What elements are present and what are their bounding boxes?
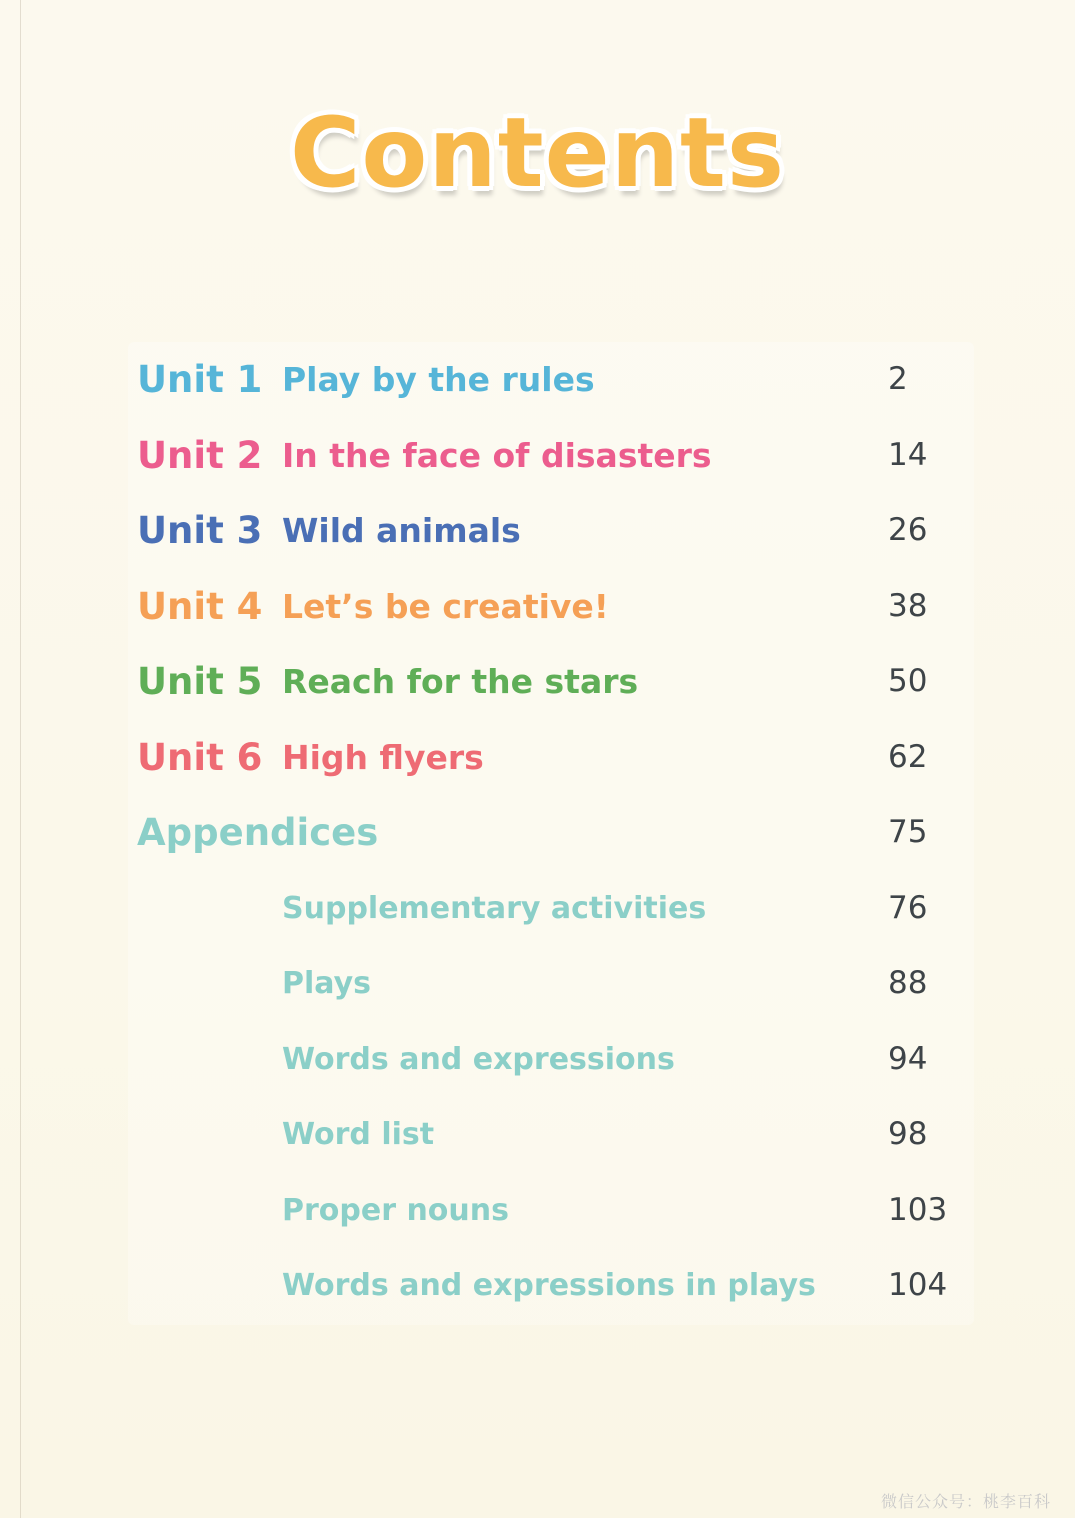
toc-row-unit-3[interactable] [0, 493, 1075, 569]
appendix-item-title: Supplementary activities [282, 890, 707, 926]
toc-row-unit-6[interactable] [0, 720, 1075, 796]
page-number: 103 [888, 1191, 948, 1228]
page-number: 94 [888, 1040, 928, 1077]
unit-label: Unit 3 [137, 509, 263, 552]
toc-row-appendix-item[interactable] [0, 946, 1075, 1022]
unit-title: High flyers [282, 737, 484, 777]
watermark: 微信公众号：桃李百科 [880, 1492, 1051, 1511]
page-number: 26 [888, 512, 928, 548]
unit-label: Unit 1 [137, 358, 263, 401]
page-number: 104 [888, 1267, 948, 1303]
unit-label: Unit 6 [137, 735, 263, 779]
appendices-label: Appendices [137, 811, 379, 854]
page-number: 76 [888, 889, 928, 926]
appendix-item-title: Words and expressions [282, 1041, 675, 1077]
toc-row-unit-4[interactable] [0, 569, 1075, 645]
toc-row-unit-5[interactable] [0, 644, 1075, 720]
unit-title: Let’s be creative! [282, 586, 609, 626]
unit-label: Unit 5 [137, 660, 263, 703]
toc-row-appendix-item[interactable] [0, 1173, 1075, 1249]
title-area [0, 78, 1075, 228]
unit-title: Play by the rules [282, 360, 595, 399]
page-number: 88 [888, 965, 928, 1001]
page-number: 98 [888, 1116, 928, 1152]
appendix-item-title: Proper nouns [282, 1192, 509, 1228]
table-of-contents [0, 342, 1075, 1324]
toc-row-appendix-item[interactable] [0, 871, 1075, 947]
toc-row-appendix-item[interactable] [0, 1022, 1075, 1098]
page-number: 14 [888, 436, 928, 473]
toc-row-unit-2[interactable] [0, 418, 1075, 494]
unit-title: Wild animals [282, 511, 521, 550]
page-number: 62 [888, 738, 928, 775]
unit-label: Unit 2 [137, 433, 263, 477]
toc-row-appendix-item[interactable] [0, 1248, 1075, 1324]
appendix-item-title: Plays [282, 966, 372, 1001]
page-number: 2 [888, 361, 908, 397]
page-number: 38 [888, 587, 928, 624]
unit-title: In the face of disasters [282, 435, 712, 475]
toc-row-appendices[interactable] [0, 795, 1075, 871]
appendix-item-title: Word list [282, 1117, 435, 1152]
appendix-item-title: Words and expressions in plays [282, 1268, 816, 1303]
page-title: Contents [289, 97, 786, 209]
page-number: 50 [888, 663, 928, 699]
toc-row-appendix-item[interactable] [0, 1097, 1075, 1173]
toc-row-unit-1[interactable] [0, 342, 1075, 418]
unit-title: Reach for the stars [282, 662, 639, 701]
unit-label: Unit 4 [137, 584, 263, 628]
page-number: 75 [888, 814, 928, 850]
